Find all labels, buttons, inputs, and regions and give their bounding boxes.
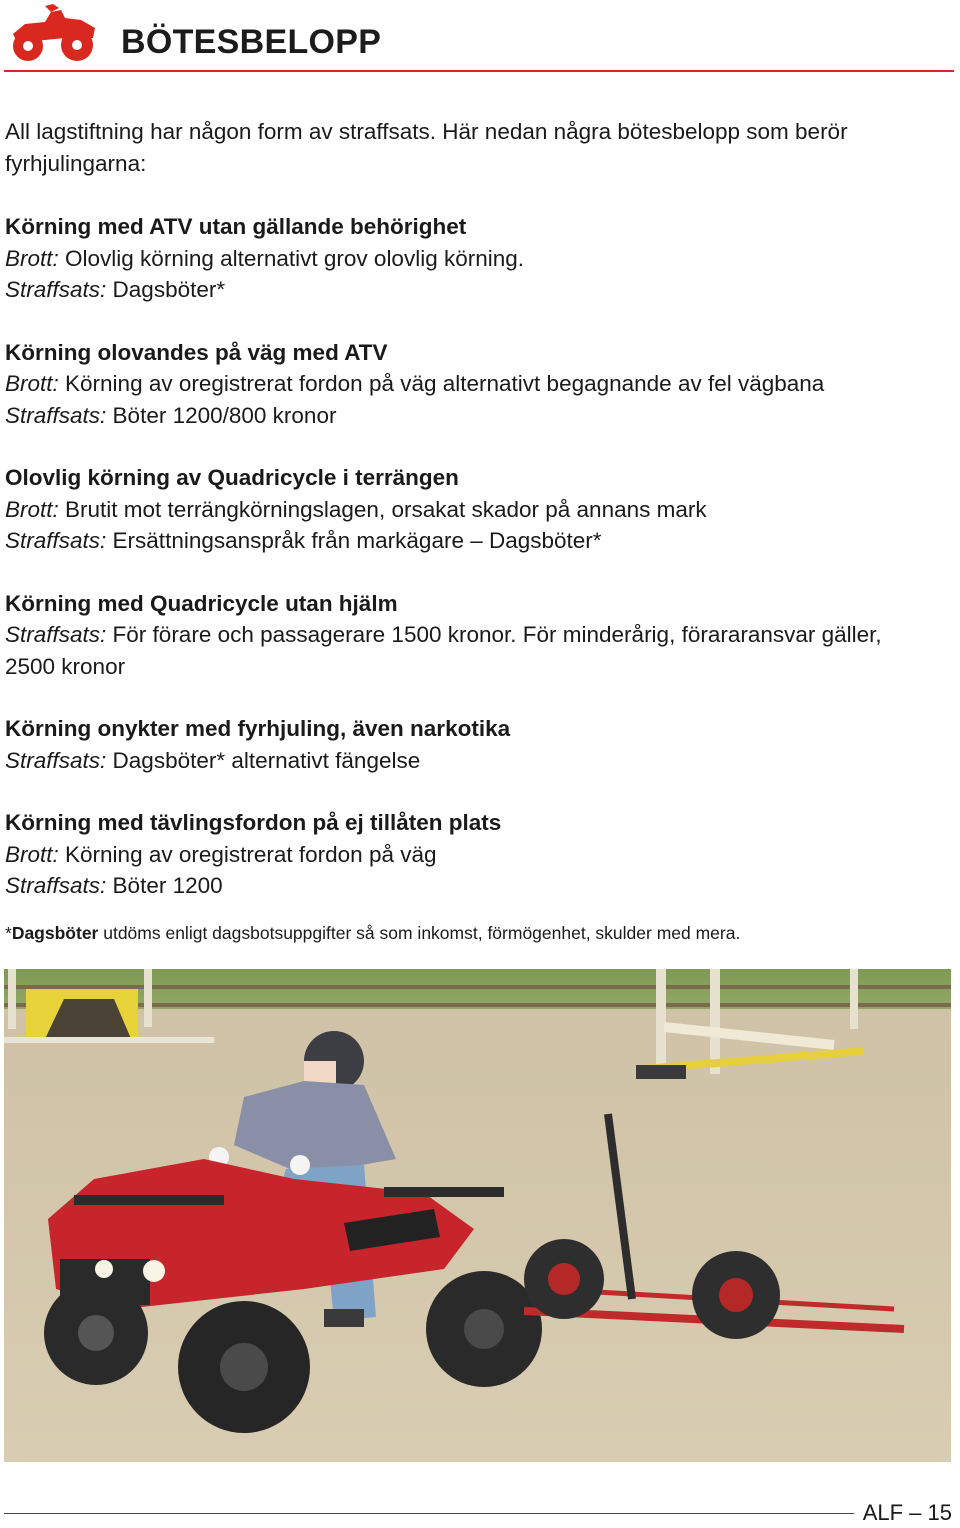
offense-line bbox=[5, 839, 905, 871]
footnote bbox=[5, 921, 905, 945]
penalty-label: Straffsats: bbox=[5, 622, 107, 647]
offense-label: Brott: bbox=[5, 496, 59, 522]
document-body bbox=[5, 116, 905, 945]
atv-rider-harrow-photo bbox=[4, 969, 951, 1462]
section-competition-vehicle bbox=[5, 807, 905, 902]
penalty-label: Straffsats: bbox=[5, 528, 107, 553]
red-atv-logo-icon bbox=[5, 4, 99, 66]
footer-divider bbox=[4, 1513, 854, 1514]
section-offroad-driving bbox=[5, 462, 905, 557]
penalty-line bbox=[5, 525, 905, 557]
offense-label: Brott: bbox=[5, 371, 59, 396]
page-number: ALF – 15 bbox=[862, 1500, 952, 1525]
section-heading: Körning onykter med fyrhjuling, även narkotika bbox=[5, 716, 511, 741]
penalty-line bbox=[5, 870, 905, 902]
footnote-term: Dagsböter bbox=[11, 922, 99, 943]
section-drunk-driving bbox=[5, 713, 905, 776]
penalty-label: Straffsats: bbox=[5, 873, 107, 898]
page-title: BÖTESBELOPP bbox=[121, 23, 382, 61]
penalty-text: Ersättningsanspråk från markägare – Dagsböter* bbox=[106, 528, 602, 553]
offense-text: Körning av oregistrerat fordon på väg bbox=[58, 841, 437, 867]
intro-paragraph: All lagstiftning har någon form av straffsats. Här nedan några bötesbelopp som berör fyrhjulingarna: bbox=[5, 119, 848, 176]
offense-text: Brutit mot terrängkörningslagen, orsakat skador på annans mark bbox=[58, 496, 707, 522]
footnote-text: utdöms enligt dagsbotsuppgifter så som inkomst, förmögenhet, skulder med mera. bbox=[98, 922, 741, 943]
section-heading: Olovlig körning av Quadricycle i terrängen bbox=[5, 465, 459, 490]
section-heading: Körning olovandes på väg med ATV bbox=[5, 339, 388, 365]
penalty-line bbox=[5, 745, 905, 777]
offense-text: Olovlig körning alternativt grov olovlig körning. bbox=[58, 245, 525, 271]
page-header bbox=[0, 0, 960, 76]
penalty-label: Straffsats: bbox=[5, 277, 107, 302]
penalty-line bbox=[5, 274, 905, 306]
offense-label: Brott: bbox=[5, 841, 59, 867]
section-heading: Körning med ATV utan gällande behörighet bbox=[5, 214, 467, 239]
penalty-label: Straffsats: bbox=[5, 402, 107, 428]
penalty-line bbox=[5, 619, 905, 682]
section-atv-without-license bbox=[5, 211, 905, 306]
offense-line bbox=[5, 368, 905, 400]
section-no-helmet bbox=[5, 588, 905, 683]
photo-illustration bbox=[4, 969, 951, 1462]
penalty-text: Dagsböter* bbox=[106, 277, 226, 302]
offense-line bbox=[5, 243, 905, 275]
section-heading: Körning med tävlingsfordon på ej tillåten plats bbox=[5, 810, 502, 835]
header-divider bbox=[4, 70, 954, 72]
offense-label: Brott: bbox=[5, 245, 59, 271]
penalty-text: Dagsböter* alternativt fängelse bbox=[106, 747, 421, 773]
penalty-line bbox=[5, 400, 905, 432]
section-heading: Körning med Quadricycle utan hjälm bbox=[5, 590, 398, 616]
section-atv-on-road bbox=[5, 337, 905, 432]
offense-text: Körning av oregistrerat fordon på väg alternativt begagnande av fel vägbana bbox=[58, 371, 825, 396]
penalty-text: För förare och passagerare 1500 kronor. För minderårig, förararansvar gäller, 2500 kronor bbox=[5, 622, 882, 679]
penalty-text: Böter 1200 bbox=[106, 873, 223, 898]
penalty-text: Böter 1200/800 kronor bbox=[106, 402, 337, 428]
footnote-star: * bbox=[5, 922, 12, 943]
offense-line bbox=[5, 494, 905, 526]
penalty-label: Straffsats: bbox=[5, 747, 107, 773]
